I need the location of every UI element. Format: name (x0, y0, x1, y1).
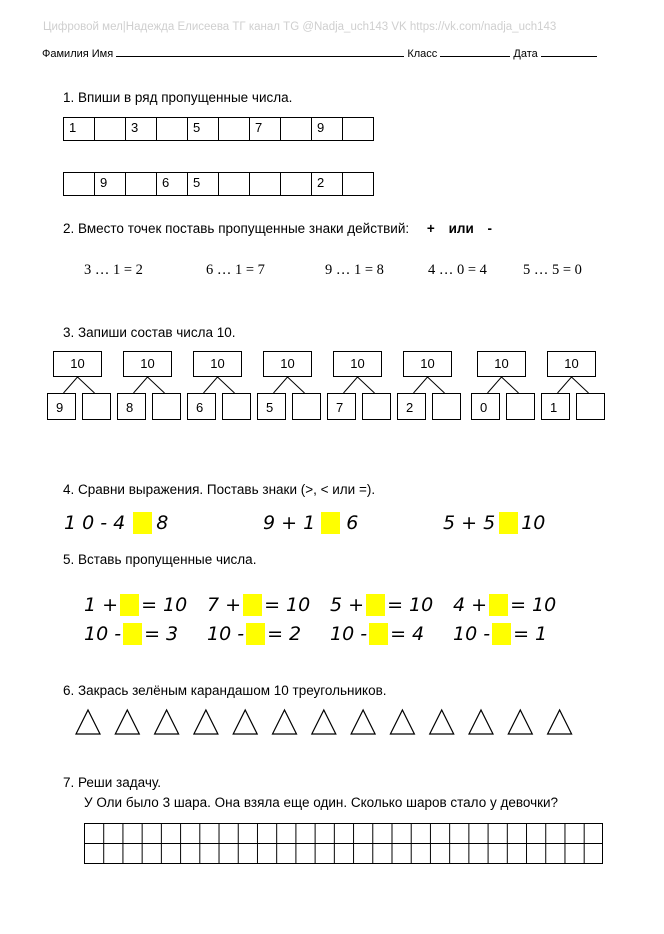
part-box[interactable]: 5 (257, 393, 286, 420)
class-line[interactable] (440, 46, 510, 57)
equation[interactable]: 9 … 1 = 8 (325, 262, 384, 278)
composition-line (288, 377, 305, 393)
answer-box[interactable] (499, 512, 518, 534)
part-box[interactable] (82, 393, 111, 420)
expr-part: 7 + (207, 594, 242, 616)
sequence-cell[interactable] (94, 117, 126, 141)
part-box[interactable]: 7 (327, 393, 356, 420)
composition-line (78, 377, 95, 393)
task2-title (63, 221, 492, 236)
task7-title: 7. Реши задачу. (63, 775, 162, 790)
triangle-shape[interactable] (76, 710, 100, 734)
equation[interactable]: 4 … 0 = 4 (428, 262, 487, 278)
answer-box[interactable] (492, 623, 511, 645)
sequence-cell[interactable]: 9 (94, 172, 126, 196)
part-box[interactable] (432, 393, 461, 420)
part-box[interactable]: 1 (541, 393, 570, 420)
answer-box[interactable] (321, 512, 340, 534)
part-box[interactable] (506, 393, 535, 420)
expr-part: 4 + (453, 594, 488, 616)
triangle-shape[interactable] (312, 710, 336, 734)
expr-part: = 10 (387, 594, 434, 616)
expr-part: = 3 (144, 623, 179, 645)
plus-sign: + (426, 221, 435, 236)
expr-part: 1 + (84, 594, 119, 616)
expr-part: = 2 (267, 623, 302, 645)
expr-part: 10 - (453, 623, 491, 645)
triangle-shape[interactable] (115, 710, 139, 734)
missing-number-expr (330, 594, 433, 616)
triangles-area (0, 708, 664, 738)
sequence-cell[interactable] (280, 172, 312, 196)
answer-box[interactable] (123, 623, 142, 645)
compare-expression (64, 512, 168, 534)
expression-right: 6 (346, 512, 359, 534)
sequence-cell[interactable] (63, 172, 95, 196)
minus-sign: - (487, 221, 493, 236)
composition-line (558, 377, 572, 393)
whole-number-box: 10 (403, 351, 452, 377)
part-box[interactable] (222, 393, 251, 420)
sequence-cell[interactable]: 9 (311, 117, 343, 141)
part-box[interactable]: 9 (47, 393, 76, 420)
part-box[interactable]: 0 (471, 393, 500, 420)
missing-number-expr (453, 623, 547, 645)
answer-box[interactable] (369, 623, 388, 645)
composition-line (428, 377, 445, 393)
composition-line (64, 377, 78, 393)
expr-part: 10 - (330, 623, 368, 645)
whole-number-box: 10 (547, 351, 596, 377)
answer-box[interactable] (366, 594, 385, 616)
composition-line (204, 377, 218, 393)
triangle-shape[interactable] (390, 710, 414, 734)
task1-row2 (64, 172, 374, 196)
triangle-shape[interactable] (273, 710, 297, 734)
composition-line (218, 377, 235, 393)
task2-title-text: 2. Вместо точек поставь пропущенные знаки действий: (63, 221, 410, 236)
task6-title: 6. Закрась зелёным карандашом 10 треугольников. (63, 683, 387, 698)
sequence-cell[interactable]: 1 (63, 117, 95, 141)
expr-part: = 10 (510, 594, 557, 616)
part-box[interactable]: 2 (397, 393, 426, 420)
sequence-cell[interactable] (218, 172, 250, 196)
page-header: Цифровой мел|Надежда Елисеева ТГ канал TG @Nadja_uch143 VK https://vk.com/nadja_uch143 (43, 21, 557, 33)
sequence-cell[interactable]: 5 (187, 117, 219, 141)
answer-box[interactable] (489, 594, 508, 616)
composition-line (274, 377, 288, 393)
answer-grid[interactable] (84, 823, 603, 864)
task3-title: 3. Запиши состав числа 10. (63, 325, 236, 340)
date-line[interactable] (541, 46, 597, 57)
whole-number-box: 10 (477, 351, 526, 377)
sequence-cell[interactable]: 6 (156, 172, 188, 196)
composition-line (488, 377, 502, 393)
missing-number-expr (84, 623, 178, 645)
triangle-shape[interactable] (233, 710, 257, 734)
task4-title: 4. Сравни выражения. Поставь знаки (>, < или =). (63, 482, 376, 497)
triangle-shape[interactable] (548, 710, 572, 734)
triangle-shape[interactable] (508, 710, 532, 734)
expression-left: 9 + 1 (263, 512, 316, 534)
whole-number-box: 10 (333, 351, 382, 377)
answer-box[interactable] (246, 623, 265, 645)
composition-line (502, 377, 519, 393)
expr-part: = 1 (513, 623, 548, 645)
part-box[interactable] (362, 393, 391, 420)
whole-number-box: 10 (263, 351, 312, 377)
whole-number-box: 10 (123, 351, 172, 377)
expr-part: = 10 (141, 594, 188, 616)
triangle-shape[interactable] (194, 710, 218, 734)
sequence-cell[interactable]: 7 (249, 117, 281, 141)
sequence-cell[interactable]: 5 (187, 172, 219, 196)
missing-number-expr (453, 594, 556, 616)
or-word: или (448, 221, 474, 236)
expr-part: 10 - (207, 623, 245, 645)
name-row (42, 46, 597, 60)
compare-expression (443, 512, 545, 534)
triangle-shape[interactable] (155, 710, 179, 734)
sequence-cell[interactable] (280, 117, 312, 141)
part-box[interactable]: 6 (187, 393, 216, 420)
whole-number-box: 10 (193, 351, 242, 377)
sequence-cell[interactable] (218, 117, 250, 141)
missing-number-expr (84, 594, 187, 616)
composition-line (572, 377, 589, 393)
task7-problem: У Оли было 3 шара. Она взяла еще один. Сколько шаров стало у девочки? (84, 795, 559, 810)
triangle-shape[interactable] (351, 710, 375, 734)
class-label: Класс (407, 48, 438, 60)
sequence-cell[interactable] (342, 172, 374, 196)
composition-line (148, 377, 165, 393)
missing-number-expr (207, 594, 310, 616)
compare-expression (263, 512, 358, 534)
composition-line (134, 377, 148, 393)
sequence-cell[interactable] (249, 172, 281, 196)
composition-line (414, 377, 428, 393)
composition-line (358, 377, 375, 393)
expr-part: 10 - (84, 623, 122, 645)
name-label: Фамилия Имя (42, 48, 114, 60)
missing-number-expr (207, 623, 301, 645)
answer-box[interactable] (243, 594, 262, 616)
part-box[interactable] (152, 393, 181, 420)
expression-left: 5 + 5 (443, 512, 496, 534)
equation[interactable]: 3 … 1 = 2 (84, 262, 143, 278)
answer-box[interactable] (133, 512, 152, 534)
expr-part: = 4 (390, 623, 425, 645)
sequence-cell[interactable] (125, 172, 157, 196)
task1-row1 (64, 117, 374, 141)
triangle-shape[interactable] (430, 710, 454, 734)
expression-left: 1 0 - 4 (64, 512, 126, 534)
expr-part: 5 + (330, 594, 365, 616)
expression-right: 10 (521, 512, 546, 534)
equation[interactable]: 6 … 1 = 7 (206, 262, 265, 278)
expr-part: = 10 (264, 594, 311, 616)
expression-right: 8 (156, 512, 169, 534)
part-box[interactable] (576, 393, 605, 420)
equation[interactable]: 5 … 5 = 0 (523, 262, 582, 278)
sequence-cell[interactable]: 3 (125, 117, 157, 141)
missing-number-expr (330, 623, 424, 645)
whole-number-box: 10 (53, 351, 102, 377)
answer-box[interactable] (120, 594, 139, 616)
name-line[interactable] (116, 46, 404, 57)
sequence-cell[interactable] (342, 117, 374, 141)
task1-title: 1. Впиши в ряд пропущенные числа. (63, 90, 293, 105)
task5-title: 5. Вставь пропущенные числа. (63, 552, 257, 567)
part-box[interactable] (292, 393, 321, 420)
composition-line (344, 377, 358, 393)
date-label: Дата (513, 48, 538, 60)
part-box[interactable]: 8 (117, 393, 146, 420)
sequence-cell[interactable]: 2 (311, 172, 343, 196)
sequence-cell[interactable] (156, 117, 188, 141)
triangle-shape[interactable] (469, 710, 493, 734)
